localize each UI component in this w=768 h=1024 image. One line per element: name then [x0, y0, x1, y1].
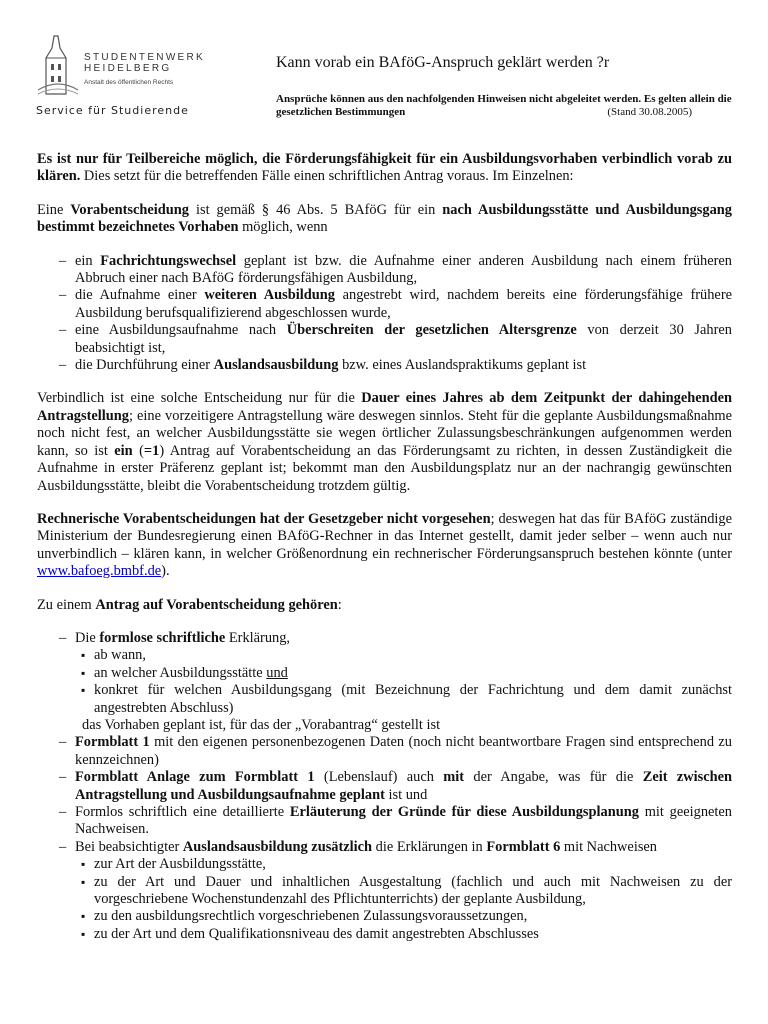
list-item [37, 769, 732, 804]
text: an welcher Ausbildungsstätte [94, 664, 267, 681]
list-item [37, 253, 732, 288]
bold-text: formlose schriftliche [99, 629, 226, 646]
intro-paragraph [37, 151, 732, 186]
validity-paragraph [37, 390, 732, 494]
bold-text: Auslandsausbildung [213, 357, 339, 374]
text: zu der Art und Dauer und inhaltlichen Ausgestaltung (fachlich und auch mit Nachweisen zu der vorgeschriebene Wochenstundenzahl des Pflichtunterrichts) der geplante Ausbildung, [94, 873, 732, 908]
bold-text: Auslandsausbildung zusätzlich [182, 838, 373, 855]
list-item [37, 322, 732, 357]
text: ( [132, 442, 144, 459]
sub-list [75, 647, 732, 717]
text: konkret für welchen Ausbildungsgang (mit Bezeichnung der Fachrichtung und dem damit zunächst angestrebten Abschluss) [94, 682, 732, 716]
text: die Durchführung einer [75, 357, 214, 374]
bold-text: Antrag auf Vorabentscheidung gehören [95, 596, 338, 613]
bold-text: Fachrichtungswechsel [100, 252, 237, 269]
bold-text: ein [114, 442, 133, 459]
text: geplant ist bzw. die Aufnahme einer anderen Ausbildung nach einem früheren Abbruch einer nach BAföG förderungsfähigen Ausbildung, [75, 252, 733, 287]
disclaimer-note [276, 93, 732, 119]
list-item [37, 630, 732, 734]
text: der Angabe, was für die [464, 769, 643, 786]
text: ; deswegen hat das für BAföG zuständige Ministerium der Bundesregierung einen BAföG-Rechner in das Internet gestellt, damit jeder selber – wenn auch nur unverbindlich – klären kann, in welcher Größenordnung ein rechnerischer Förderungsanspruch bestehen könnte (unter [37, 510, 732, 562]
intro-bold: Es ist nur für Teilbereiche möglich, die Förderungsfähigkeit für ein Ausbildungsvorhaben verbindlich vorab zu klären. [37, 151, 732, 185]
bafoeg-link[interactable]: www.bafoeg.bmbf.de [37, 563, 162, 580]
sub-list-item [75, 874, 732, 909]
text: zur Art der Ausbildungsstätte, [94, 856, 266, 873]
document-body [37, 151, 732, 943]
text: von derzeit 30 Jahren beabsichtigt ist, [75, 322, 732, 356]
text: Bei beabsichtigter [75, 838, 183, 855]
disclaimer-text: Ansprüche können aus den nachfolgenden Hinweisen nicht abgeleitet werden. Es gelten allein die gesetzlichen Bestimmungen [276, 93, 732, 118]
bold-text: Formblatt Anlage zum Formblatt 1 [75, 769, 315, 786]
text: die Erklärungen in [372, 838, 487, 855]
text: ab wann, [94, 647, 146, 664]
text: angestrebt wird, nachdem bereits eine förderungsfähige frühere Ausbildung berufsqualifizierend abgeschlossen wurde, [75, 287, 732, 321]
sub-list-item [75, 665, 732, 682]
text: (Lebenslauf) auch [314, 769, 444, 786]
bold-text: weiteren Ausbildung [204, 287, 335, 304]
sub-list-item [75, 647, 732, 664]
list-item [37, 839, 732, 943]
bold-text: nach Ausbildungsstätte und Ausbildungsgang bestimmt bezeichnetes Vorhaben [37, 201, 732, 236]
requirements-list [37, 630, 732, 943]
underlined-text: und [266, 664, 288, 681]
text: bzw. eines Auslandspraktikums geplant ist [338, 357, 587, 374]
text: Die [75, 629, 100, 646]
text: ein [75, 252, 101, 269]
org-name-line2: HEIDELBERG [84, 63, 172, 74]
text: ) Antrag auf Vorabentscheidung an das Förderungsamt zu richten, in dessen Zuständigkeit die Aufnahme in erster Präferenz geplant ist; bekommt man den Ausbildungsplatz nur an der nachrangig gewünschten Ausbildungsstätte, bleibt die Vorabentscheidung trotzdem gültig. [37, 442, 732, 494]
sub-list-item [75, 908, 732, 925]
bold-text: Zeit zwischen Antragstellung und Ausbildungsaufnahme geplant [75, 769, 732, 803]
sub-list-item [75, 926, 732, 943]
text: möglich, wenn [238, 219, 328, 236]
studentenwerk-logo [36, 34, 206, 124]
text: Erklärung, [225, 629, 291, 646]
bold-text: Rechnerische Vorabentscheidungen hat der Gesetzgeber nicht vorgesehen [37, 510, 491, 527]
text: ). [161, 563, 170, 580]
text: ist gemäß § 46 Abs. 5 BAföG für ein [188, 201, 443, 218]
text: zu den ausbildungsrechtlich vorgeschriebenen Zulassungsvoraussetzungen, [94, 908, 528, 925]
text: mit geeigneten Nachweisen. [75, 804, 732, 838]
intro-rest: Dies setzt für die betreffenden Fälle einen schriftlichen Antrag voraus. Im Einzelnen: [80, 168, 574, 185]
list-item [37, 357, 732, 374]
org-subtitle: Anstalt des öffentlichen Rechts [84, 79, 174, 86]
text: mit Nachweisen [560, 838, 658, 855]
text: Zu einem [37, 596, 96, 613]
bold-text: Vorabentscheidung [70, 201, 189, 218]
bold-text: Dauer eines Jahres ab dem Zeitpunkt der dahingehenden Antragstellung [37, 390, 732, 424]
text: mit den eigenen personenbezogenen Daten (noch nicht beantwortbare Fragen sind entsprechend zu kennzeichnen) [75, 734, 733, 768]
continuation-text: das Vorhaben geplant ist, für das der „Vorabantrag“ gestellt ist [82, 716, 441, 733]
stand-date: (Stand 30.08.2005) [607, 106, 692, 118]
text: Formlos schriftlich eine detaillierte [75, 804, 290, 820]
org-name-line1: STUDENTENWERK [84, 52, 206, 63]
bold-text: mit [443, 769, 465, 786]
list-item [37, 287, 732, 322]
sub-list-item [75, 682, 732, 717]
bold-text: Formblatt 1 [75, 734, 150, 751]
text: Eine [37, 201, 71, 218]
bold-text: Erläuterung der Gründe für diese Ausbildungsplanung [289, 804, 639, 820]
sub-list-item [75, 856, 732, 873]
service-slogan: Service für Studierende [36, 104, 189, 117]
text: Verbindlich ist eine solche Entscheidung nur für die [37, 390, 362, 407]
conditions-list [37, 253, 732, 375]
page-title: Kann vorab ein BAföG-Anspruch geklärt werden ?r [276, 54, 610, 71]
calculator-paragraph [37, 511, 732, 581]
org-name [84, 52, 205, 74]
sub-list [75, 856, 732, 943]
text: eine Ausbildungsaufnahme nach [75, 322, 287, 339]
bold-text: Überschreiten der gesetzlichen Altersgrenze [286, 322, 577, 339]
building-icon [36, 34, 80, 100]
text: ; eine vorzeitigere Antragstellung wäre deswegen sinnlos. Steht für die geplante Ausbildungsmaßnahme noch nicht fest, an welcher Ausbildungsstätte sie wegen örtlicher Zulassungsbeschränkungen aufgenommen werden kann, so ist [37, 407, 732, 459]
list-item [37, 734, 732, 769]
text: zu der Art und dem Qualifikationsniveau des damit angestrebten Abschlusses [94, 925, 539, 942]
bold-text: Formblatt 6 [486, 838, 561, 855]
text: die Aufnahme einer [75, 287, 205, 304]
list-item [37, 804, 732, 839]
text: ist und [384, 786, 428, 803]
bold-text: =1 [143, 442, 160, 459]
vorab-paragraph [37, 202, 732, 237]
requirements-intro [37, 597, 732, 614]
text: : [337, 596, 342, 613]
